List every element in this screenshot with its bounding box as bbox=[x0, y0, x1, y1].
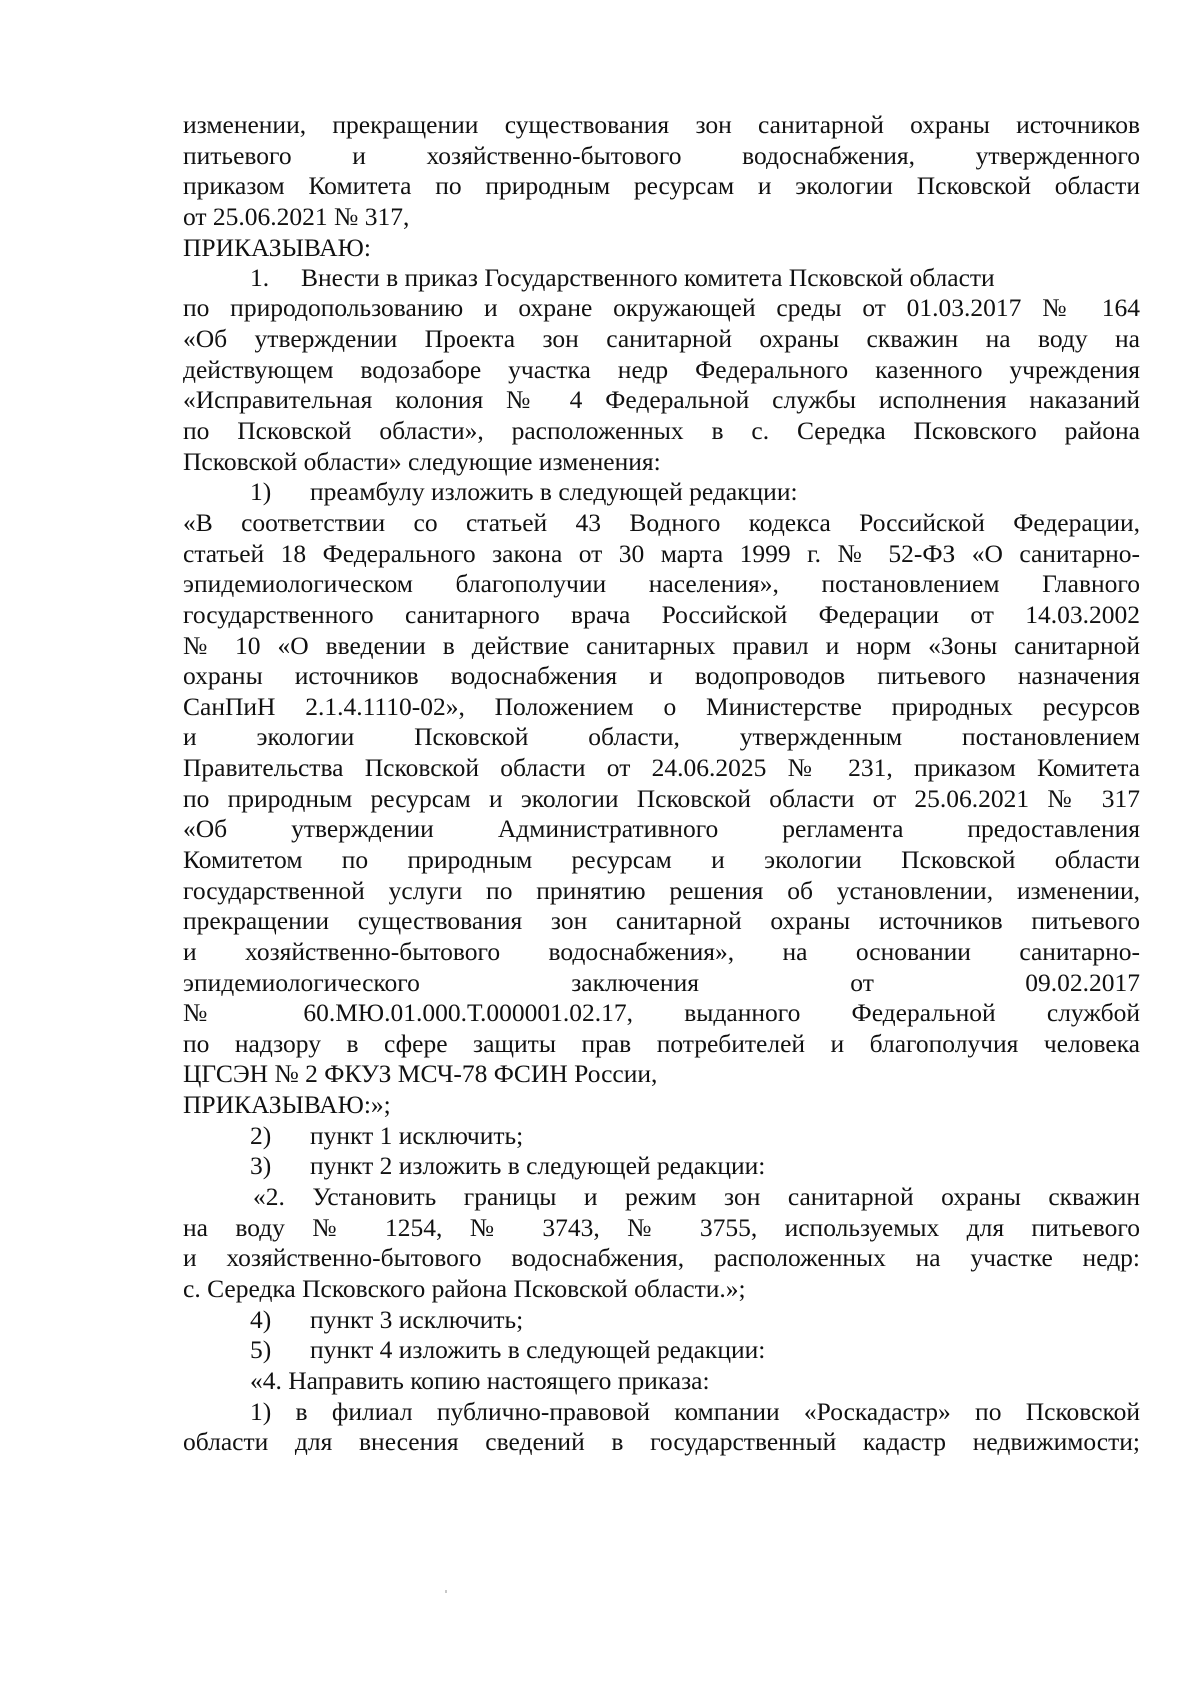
point-1-first-line: Внести в приказ Государственного комитета Псковской области bbox=[301, 263, 995, 292]
order-heading: ПРИКАЗЫВАЮ: bbox=[183, 233, 371, 262]
clause-4-first-line: 1) в филиал публично-правовой компании «Роскадастр» по Псковской bbox=[250, 1397, 1140, 1426]
preamble-line: и экологии Псковской области, утвержденным постановлением bbox=[183, 722, 1140, 751]
point-1-line: по Псковской области», расположенных в с. Середка Псковского района bbox=[183, 416, 1140, 445]
subpoint-5-number: 5) bbox=[250, 1335, 272, 1364]
subpoint-1 bbox=[250, 476, 1140, 507]
clause-4-heading: «4. Направить копию настоящего приказа: bbox=[250, 1366, 710, 1395]
point-1-line: Псковской области» следующие изменения: bbox=[183, 447, 661, 476]
subpoint-3-number: 3) bbox=[250, 1151, 272, 1180]
preamble-line: по природным ресурсам и экологии Псковской области от 25.06.2021 № 317 bbox=[183, 784, 1140, 813]
preamble-line: статьей 18 Федерального закона от 30 марта 1999 г. № 52-ФЗ «О санитарно- bbox=[183, 539, 1140, 568]
clause-2-line: и хозяйственно-бытового водоснабжения, расположенных на участке недр: bbox=[183, 1243, 1140, 1272]
preamble-line: Правительства Псковской области от 24.06.2025 № 231, приказом Комитета bbox=[183, 753, 1140, 782]
subpoint-2 bbox=[250, 1120, 1140, 1151]
preamble-line: «Об утверждении Административного регламента предоставления bbox=[183, 814, 1140, 843]
subpoint-5-text: пункт 4 изложить в следующей редакции: bbox=[310, 1335, 766, 1364]
preamble-line: государственной услуги по принятию решения об установлении, изменении, bbox=[183, 876, 1140, 905]
subpoint-4 bbox=[250, 1304, 1140, 1335]
preamble-line: эпидемиологическом благополучии населения», постановлением Главного bbox=[183, 569, 1140, 598]
preamble-line: прекращении существования зон санитарной охраны источников питьевого bbox=[183, 906, 1140, 935]
point-1-number: 1. bbox=[250, 263, 270, 292]
subpoint-4-number: 4) bbox=[250, 1305, 272, 1334]
clause-2-last-line: с. Середка Псковского района Псковской области.»; bbox=[183, 1274, 746, 1303]
preamble-line: № 60.МЮ.01.000.Т.000001.02.17, выданного Федеральной службой bbox=[183, 998, 1140, 1027]
preamble-line: «В соответствии со статьей 43 Водного кодекса Российской Федерации, bbox=[183, 508, 1140, 537]
point-1-line: «Об утверждении Проекта зон санитарной охраны скважин на воду на bbox=[183, 324, 1140, 353]
intro-line-1: изменении, прекращении существования зон санитарной охраны источников bbox=[183, 110, 1140, 139]
subpoint-3 bbox=[250, 1150, 1140, 1181]
preamble-line: государственного санитарного врача Российской Федерации от 14.03.2002 bbox=[183, 600, 1140, 629]
point-1-line: по природопользованию и охране окружающей среды от 01.03.2017 № 164 bbox=[183, 293, 1140, 322]
preamble-line: СанПиН 2.1.4.1110-02», Положением о Министерстве природных ресурсов bbox=[183, 692, 1140, 721]
subpoint-5 bbox=[250, 1334, 1140, 1365]
point-1 bbox=[250, 262, 1140, 293]
subpoint-1-text: преамбулу изложить в следующей редакции: bbox=[310, 477, 798, 506]
subpoint-4-text: пункт 3 исключить; bbox=[310, 1305, 524, 1334]
subpoint-2-text: пункт 1 исключить; bbox=[310, 1121, 524, 1150]
preamble-line: Комитетом по природным ресурсам и экологии Псковской области bbox=[183, 845, 1140, 874]
point-1-line: действующем водозаборе участка недр Федерального казенного учреждения bbox=[183, 355, 1140, 384]
clause-4-last-line: области для внесения сведений в государственный кадастр недвижимости; bbox=[183, 1427, 1140, 1456]
preamble-close: ПРИКАЗЫВАЮ:»; bbox=[183, 1090, 391, 1119]
subpoint-3-text: пункт 2 изложить в следующей редакции: bbox=[310, 1151, 766, 1180]
preamble-line: охраны источников водоснабжения и водопроводов питьевого назначения bbox=[183, 661, 1140, 690]
preamble-line: эпидемиологического заключения от 09.02.2017 bbox=[183, 968, 1140, 997]
preamble-line: по надзору в сфере защиты прав потребителей и благополучия человека bbox=[183, 1029, 1140, 1058]
preamble-line: и хозяйственно-бытового водоснабжения», на основании санитарно- bbox=[183, 937, 1140, 966]
subpoint-1-number: 1) bbox=[250, 477, 272, 506]
clause-2-line: на воду № 1254, № 3743, № 3755, используемых для питьевого bbox=[183, 1213, 1140, 1242]
point-1-line: «Исправительная колония № 4 Федеральной службы исполнения наказаний bbox=[183, 385, 1140, 414]
clause-2-first-line: «2. Установить границы и режим зон санитарной охраны скважин bbox=[253, 1182, 1140, 1211]
intro-line-3: приказом Комитета по природным ресурсам и экологии Псковской области bbox=[183, 171, 1140, 200]
subpoint-2-number: 2) bbox=[250, 1121, 272, 1150]
scan-speck bbox=[445, 1590, 447, 1593]
preamble-line: ЦГСЭН № 2 ФКУЗ МСЧ-78 ФСИН России, bbox=[183, 1059, 658, 1088]
intro-line-2: питьевого и хозяйственно-бытового водоснабжения, утвержденного bbox=[183, 141, 1140, 170]
intro-line-4: от 25.06.2021 № 317, bbox=[183, 202, 410, 231]
preamble-line: № 10 «О введении в действие санитарных правил и норм «Зоны санитарной bbox=[183, 631, 1140, 660]
